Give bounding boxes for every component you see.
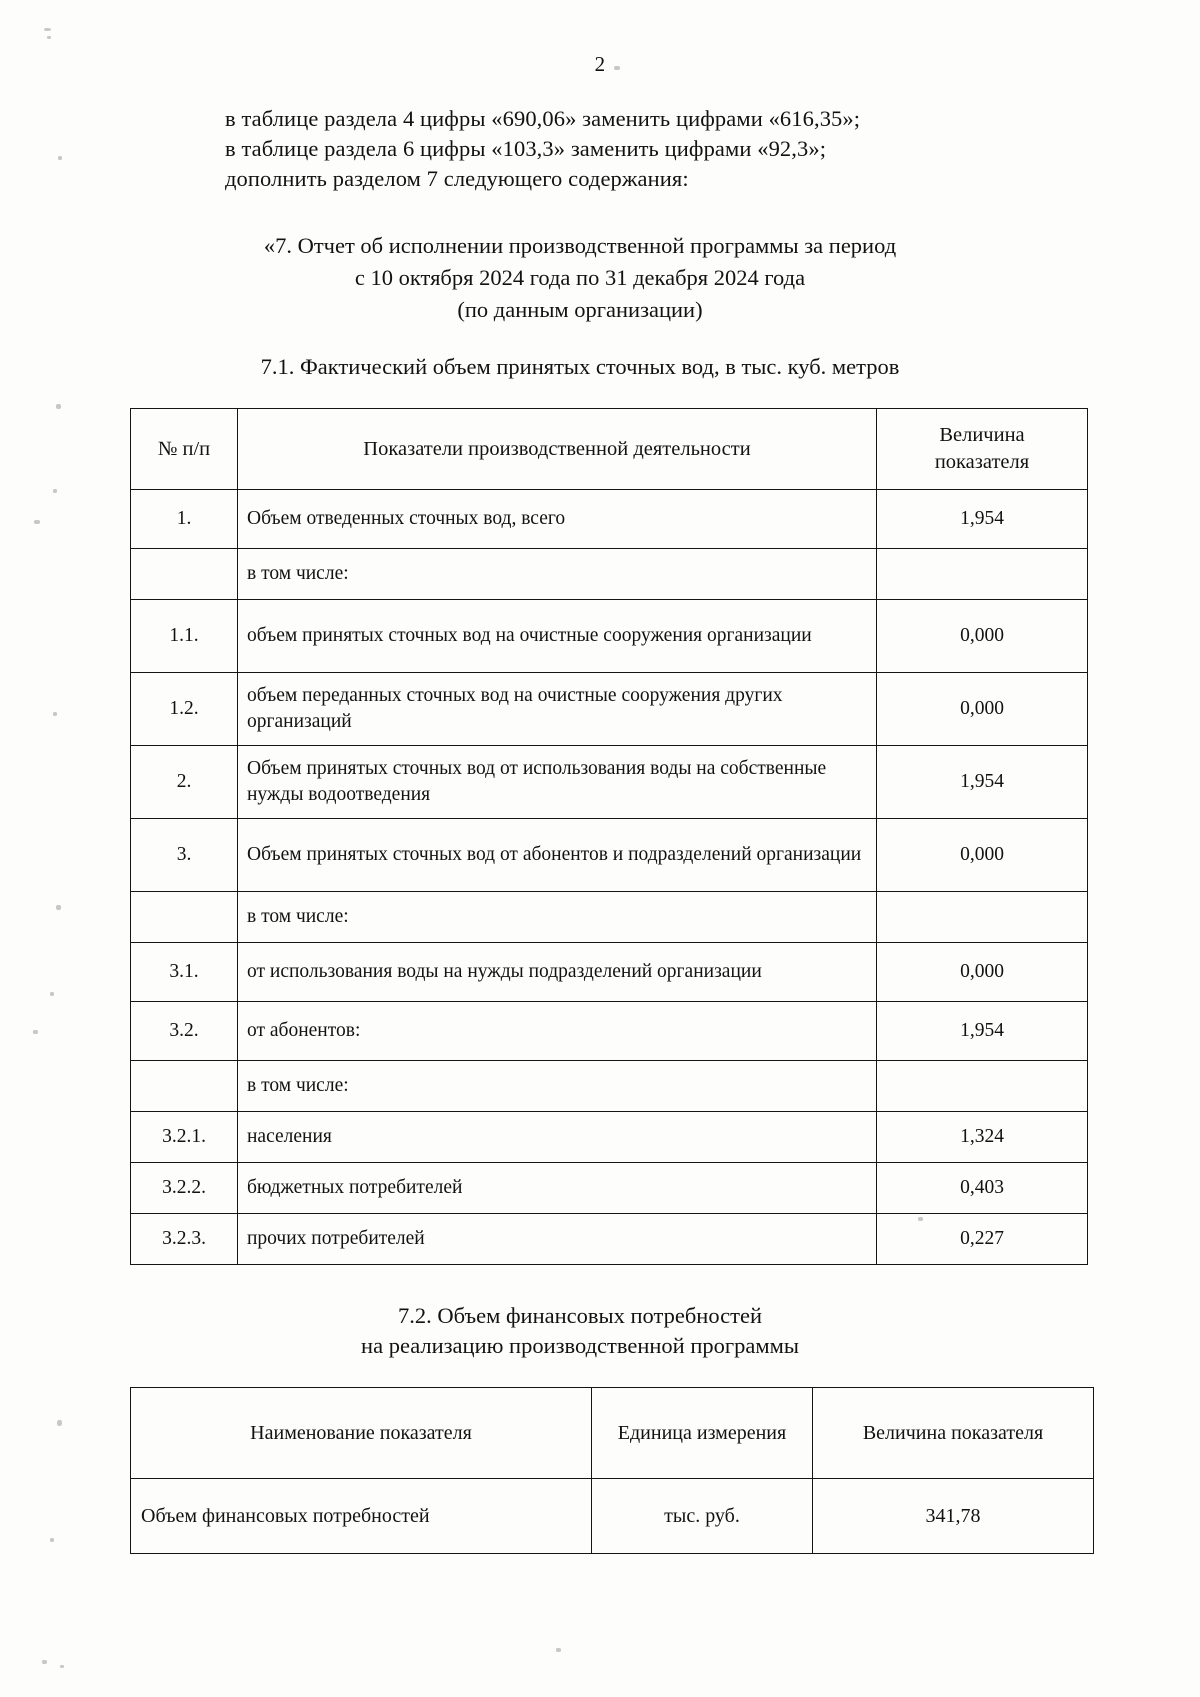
indicator-value-cell: 0,000 — [877, 673, 1088, 746]
column-header-value — [877, 409, 1088, 490]
volume-of-wastewater-table — [130, 408, 1088, 1265]
indicator-name-cell: объем переданных сточных вод на очистные сооружения других организаций — [238, 673, 877, 746]
row-number-cell: 3.2.3. — [131, 1214, 238, 1265]
table-row — [131, 943, 1088, 1002]
indicator-name-cell: Объем принятых сточных вод от абонентов и подразделений организации — [238, 819, 877, 892]
table-row — [131, 673, 1088, 746]
row-number-cell — [131, 1061, 238, 1112]
indicator-value-cell — [877, 549, 1088, 600]
page-number: 2 — [594, 52, 606, 76]
indicator-name-cell: прочих потребителей — [238, 1214, 877, 1265]
table-row — [131, 1002, 1088, 1061]
column-header-value-line-2: показателя — [934, 451, 1030, 473]
indicator-name-cell: населения — [238, 1112, 877, 1163]
column-header-number: № п/п — [131, 409, 238, 490]
indicator-name-cell: от использования воды на нужды подразделений организации — [238, 943, 877, 1002]
document-content — [130, 104, 1044, 1554]
table-row — [131, 746, 1088, 819]
indicator-value-cell: 1,324 — [877, 1112, 1088, 1163]
row-number-cell — [131, 892, 238, 943]
table-header-row — [131, 1388, 1094, 1479]
table-header — [131, 1388, 1094, 1479]
table-header-row — [131, 409, 1088, 490]
section-7-title-line-2: с 10 октября 2024 года по 31 декабря 2024 года — [354, 265, 806, 290]
column-header-value: Величина показателя — [813, 1388, 1094, 1479]
column-header-indicator-name: Наименование показателя — [131, 1388, 592, 1479]
scan-speck — [58, 156, 62, 160]
indicator-value-cell — [877, 892, 1088, 943]
section-7-1-heading: 7.1. Фактический объем принятых сточных вод, в тыс. куб. метров — [260, 354, 900, 379]
indicator-value-cell: 0,000 — [877, 943, 1088, 1002]
indicator-name-cell: объем принятых сточных вод на очистные сооружения организации — [238, 600, 877, 673]
intro-line-2: в таблице раздела 6 цифры «103,3» заменить цифрами «92,3»; — [225, 136, 827, 161]
row-number-cell: 3.2. — [131, 1002, 238, 1061]
table-row — [131, 1112, 1088, 1163]
scan-speck — [47, 36, 51, 39]
indicator-name-cell: в том числе: — [238, 1061, 877, 1112]
table-row — [131, 1214, 1088, 1265]
indicator-name-cell: бюджетных потребителей — [238, 1163, 877, 1214]
scan-speck — [33, 1030, 38, 1034]
scan-speck — [44, 28, 51, 31]
scan-speck — [50, 1538, 54, 1542]
indicator-name-cell: Объем принятых сточных вод от использования воды на собственные нужды водоотведения — [238, 746, 877, 819]
section-7-title-line-3: (по данным организации) — [457, 297, 703, 322]
table-row — [131, 1163, 1088, 1214]
scan-speck — [556, 1648, 561, 1652]
unit-cell: тыс. руб. — [592, 1479, 813, 1554]
table-row — [131, 1061, 1088, 1112]
indicator-value-cell: 1,954 — [877, 1002, 1088, 1061]
indicator-value-cell: 0,000 — [877, 819, 1088, 892]
scan-speck — [56, 404, 61, 409]
section-7-title-line-1: «7. Отчет об исполнении производственной программы за период — [263, 233, 897, 258]
section-7-2-heading-line-2: на реализацию производственной программы — [361, 1333, 799, 1358]
table-row — [131, 1479, 1094, 1554]
scan-speck — [50, 992, 54, 996]
row-number-cell: 1.2. — [131, 673, 238, 746]
row-number-cell: 3.2.1. — [131, 1112, 238, 1163]
column-header-value-line-1: Величина — [939, 424, 1025, 446]
table-header — [131, 409, 1088, 490]
indicator-value-cell: 0,000 — [877, 600, 1088, 673]
intro-line-1: в таблице раздела 4 цифры «690,06» заменить цифрами «616,35»; — [225, 106, 861, 131]
row-number-cell: 3.1. — [131, 943, 238, 1002]
row-number-cell: 2. — [131, 746, 238, 819]
scan-speck — [53, 712, 57, 716]
intro-line-3: дополнить разделом 7 следующего содержания: — [225, 166, 689, 191]
table-body — [131, 490, 1088, 1265]
indicator-name-cell: в том числе: — [238, 549, 877, 600]
row-number-cell: 3.2.2. — [131, 1163, 238, 1214]
scan-speck — [60, 1665, 64, 1668]
table-row — [131, 892, 1088, 943]
section-7-2-heading-line-1: 7.2. Объем финансовых потребностей — [397, 1303, 763, 1328]
value-cell: 341,78 — [813, 1479, 1094, 1554]
financial-needs-table — [130, 1387, 1094, 1554]
row-number-cell: 1. — [131, 490, 238, 549]
indicator-name-cell: Объем финансовых потребностей — [131, 1479, 592, 1554]
scan-speck — [34, 520, 40, 524]
indicator-value-cell — [877, 1061, 1088, 1112]
row-number-cell: 1.1. — [131, 600, 238, 673]
indicator-value-cell: 1,954 — [877, 746, 1088, 819]
scan-speck — [42, 1660, 47, 1664]
indicator-name-cell: в том числе: — [238, 892, 877, 943]
row-number-cell: 3. — [131, 819, 238, 892]
indicator-name-cell: от абонентов: — [238, 1002, 877, 1061]
row-number-cell — [131, 549, 238, 600]
indicator-name-cell: Объем отведенных сточных вод, всего — [238, 490, 877, 549]
column-header-unit: Единица измерения — [592, 1388, 813, 1479]
indicator-value-cell: 1,954 — [877, 490, 1088, 549]
table-row — [131, 600, 1088, 673]
table-row — [131, 819, 1088, 892]
indicator-value-cell: 0,227 — [877, 1214, 1088, 1265]
table-body — [131, 1479, 1094, 1554]
table-row — [131, 549, 1088, 600]
scan-speck — [53, 489, 57, 493]
indicator-value-cell: 0,403 — [877, 1163, 1088, 1214]
scan-speck — [56, 905, 61, 910]
column-header-indicator: Показатели производственной деятельности — [238, 409, 877, 490]
scan-speck — [57, 1420, 62, 1426]
table-row — [131, 490, 1088, 549]
